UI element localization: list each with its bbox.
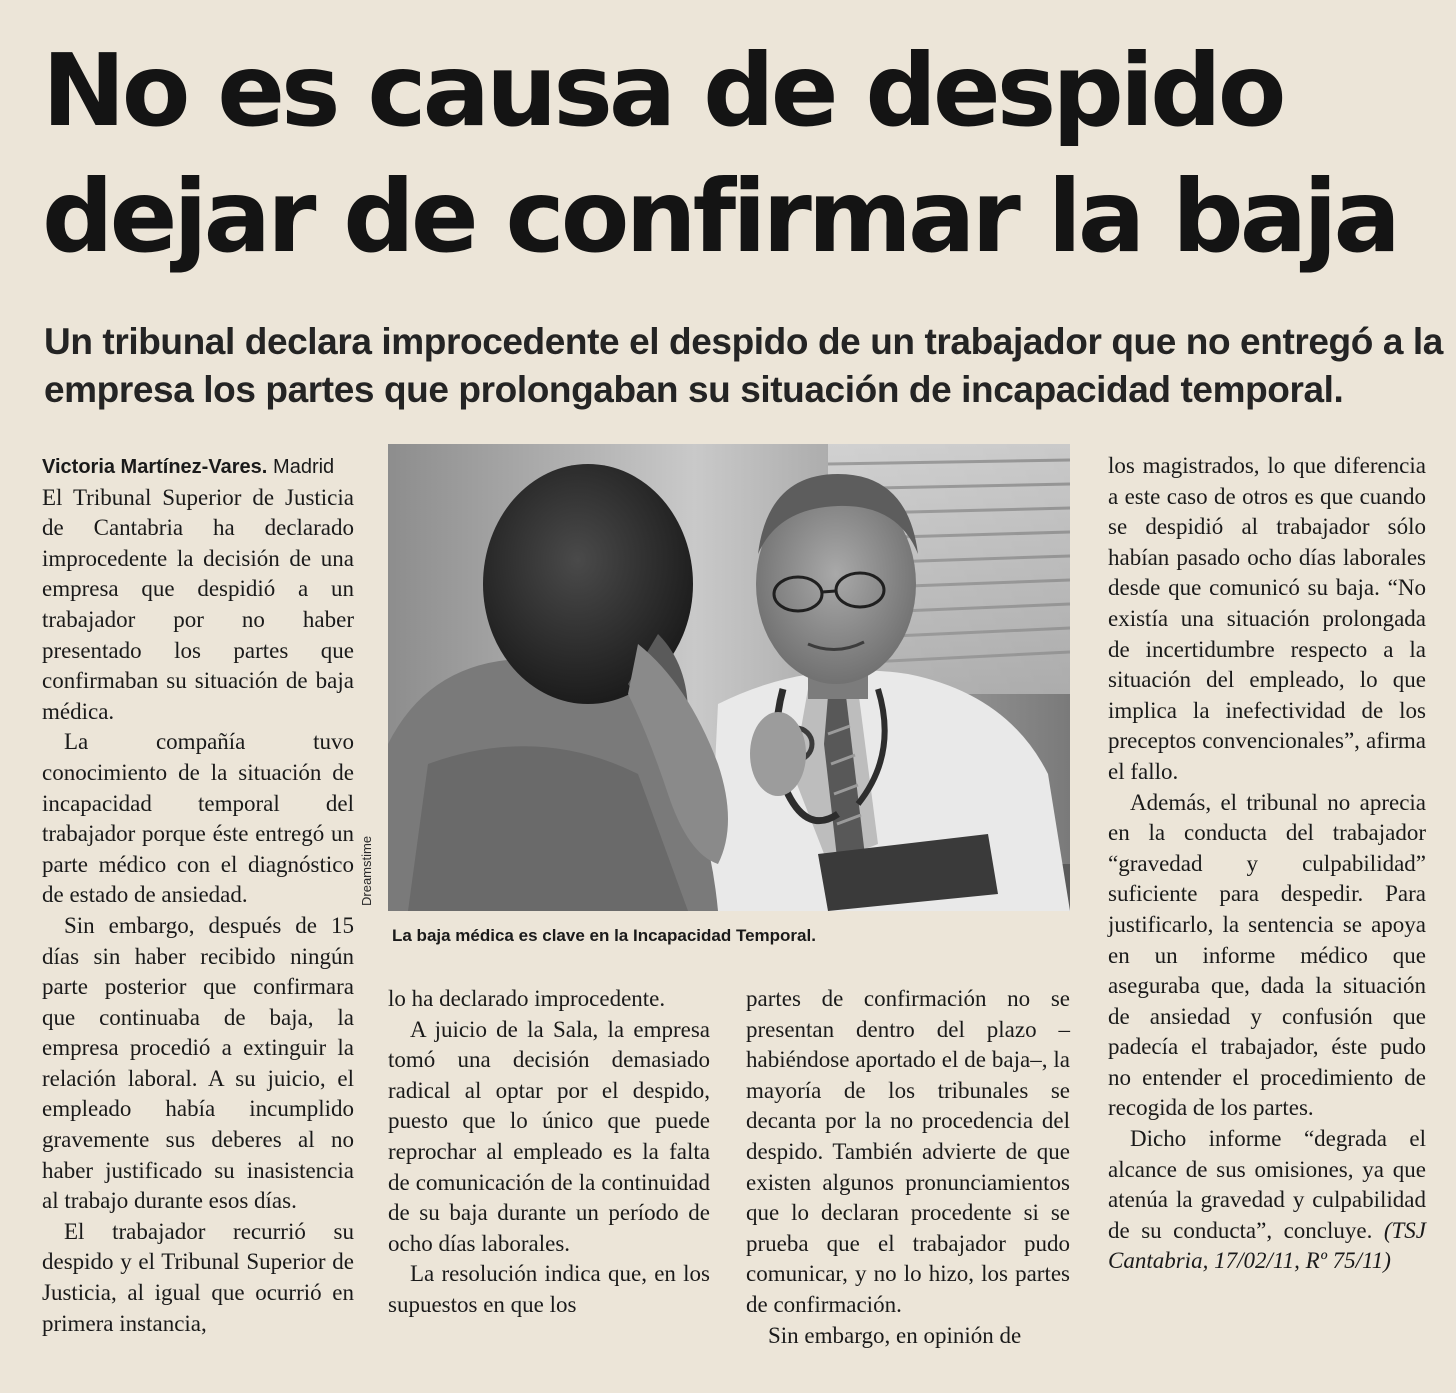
paragraph-text: Dicho informe “degrada el alcance de sus omisiones, ya que atenúa la gravedad y culpabilidad de su conducta”, concluye. [1108,1126,1426,1243]
byline [42,451,354,483]
article-column-4 [1108,451,1426,1277]
article-photo [388,444,1070,911]
paragraph: lo ha declarado improcedente. [388,986,666,1011]
subtitle-line-2: empresa los partes que prolongaban su situación de incapacidad temporal. [44,369,1344,410]
byline-author: Victoria Martínez-Vares. [42,456,268,478]
case-citation: (TSJ Cantabria, 17/02/11, Rº 75/11) [1108,1217,1426,1274]
subtitle [44,318,1444,414]
article-column-1 [42,451,354,1339]
paragraph: El Tribunal Superior de Justicia de Cantabria ha declarado improcedente la decisión de una empresa que despidió a un trabajador por no haber presentado los partes que confirmaban su situación de baja médica. [42,484,354,724]
paragraph: La resolución indica que, en los supuestos en que los [388,1261,710,1317]
paragraph: A juicio de la Sala, la empresa tomó una decisión demasiado radical al optar por el despido, puesto que lo único que puede reprochar al empleado es la falta de comunicación de la continuidad de su baja durante un período de ocho días laborales. [388,1016,710,1256]
paragraph: partes de confirmación no se presentan dentro del plazo –habiéndose aportado el de baja–, la mayoría de los tribunales se decanta por la no procedencia del despido. También advierte de que existen algunos pronunciamientos que lo declaran procedente si se prueba que el trabajador pudo comunicar, y no lo hizo, los partes de confirmación. [746,986,1070,1317]
headline-line-2: dejar de confirmar la baja [42,158,1397,275]
paragraph: El trabajador recurrió su despido y el Tribunal Superior de Justicia, al igual que ocurrió en primera instancia, [42,1218,354,1336]
paragraph: Sin embargo, en opinión de [768,1322,1022,1348]
paragraph [1108,1124,1426,1277]
doctor-patient-photo [388,444,1070,911]
paragraph: La compañía tuvo conocimiento de la situación de incapacidad temporal del trabajador porque éste entregó un parte médico con el diagnóstico de estado de ansiedad. [42,729,354,908]
paragraph: los magistrados, lo que diferencia a este caso de otros es que cuando se despidió al trabajador sólo habían pasado ocho días laborales desde que comunicó su baja. “No existía una situación prolongada de incertidumbre respecto a la situación del empleado, lo que implica la inefectividad de los preceptos convencionales”, afirma el fallo. [1108,453,1426,784]
photo-caption: La baja médica es clave en la Incapacidad Temporal. [392,926,816,945]
byline-city: Madrid [273,456,335,478]
article-column-2 [388,984,710,1321]
subtitle-line-1: Un tribunal declara improcedente el despido de un trabajador que no entregó a la [44,321,1443,362]
article-column-3 [746,984,1070,1351]
photo-credit: Dreamstime [359,835,374,906]
headline [42,28,1442,280]
headline-line-1: No es causa de despido [42,32,1283,149]
paragraph: Sin embargo, después de 15 días sin haber recibido ningún parte posterior que confirmara que continuaba de baja, la empresa procedió a extinguir la relación laboral. A su juicio, el empleado había incumplido gravemente sus deberes al no haber justificado su inasistencia al trabajo durante esos días. [42,912,354,1214]
paragraph: Además, el tribunal no aprecia en la conducta del trabajador “gravedad y culpabilidad” suficiente para despedir. Para justificarlo, la sentencia se apoya en un informe médico que aseguraba que, dada la situación de ansiedad y confusión que padecía el trabajador, éste pudo no entender el procedimiento de recogida de los partes. [1108,789,1426,1121]
